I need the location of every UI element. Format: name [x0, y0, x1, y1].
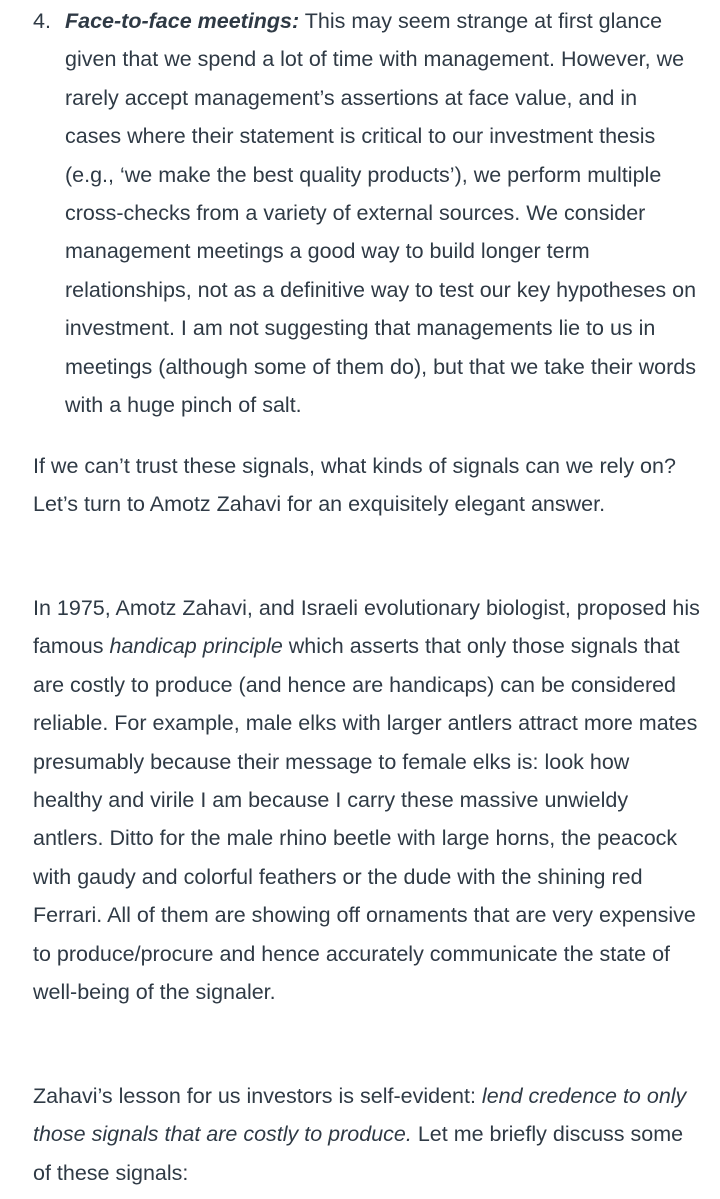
paragraph-text-start: In 1975, Amotz Zahavi, and Israeli evolutionary biologist, proposed his famous — [33, 596, 700, 659]
paragraph-zahavi-lesson — [33, 1077, 701, 1192]
list-item-body — [65, 2, 697, 424]
list-item-text: This may seem strange at first glance given that we spend a lot of time with management. However, we rarely accept management’s assertions at face value, and in cases where their statement is critical to our investment thesis (e.g., ‘we make the best quality products’), we perform multiple cross-checks from a variety of external sources. We consider management meetings a good way to build longer term relationships, not as a definitive way to test our key hypotheses on investment. I am not suggesting that managements lie to us in meetings (although some of them do), but that we take their words with a huge pinch of salt. — [65, 9, 697, 418]
paragraph-signals-question — [33, 447, 701, 524]
list-item-title: Face-to-face meetings: — [65, 9, 300, 33]
paragraph-text-start: Zahavi’s lesson for us investors is self-evident: — [33, 1084, 482, 1108]
paragraph-text-end: Let me briefly discuss some of these signals: — [33, 1122, 684, 1185]
paragraph-handicap-principle — [33, 589, 701, 1011]
paragraph-text-end: which asserts that only those signals that are costly to produce (and hence are handicaps) can be considered reliable. For example, male elks with larger antlers attract more mates presumably because their message to female elks is: look how healthy and virile I am because I carry these massive unwieldy antlers. Ditto for the male rhino beetle with large horns, the peacock with gaudy and colorful feathers or the dude with the shining red Ferrari. All of them are showing off ornaments that are very expensive to produce/procure and hence accurately communicate the state of well-being of the signaler. — [33, 634, 698, 1005]
numbered-list-item — [33, 2, 697, 424]
paragraph-text: If we can’t trust these signals, what kinds of signals can we rely on? Let’s turn to Amotz Zahavi for an exquisitely elegant answer. — [33, 454, 676, 517]
emphasis-handicap-principle: handicap principle — [109, 634, 283, 659]
emphasis-lesson: lend credence to only those signals that are costly to produce. — [33, 1084, 687, 1147]
list-number: 4. — [33, 9, 51, 33]
